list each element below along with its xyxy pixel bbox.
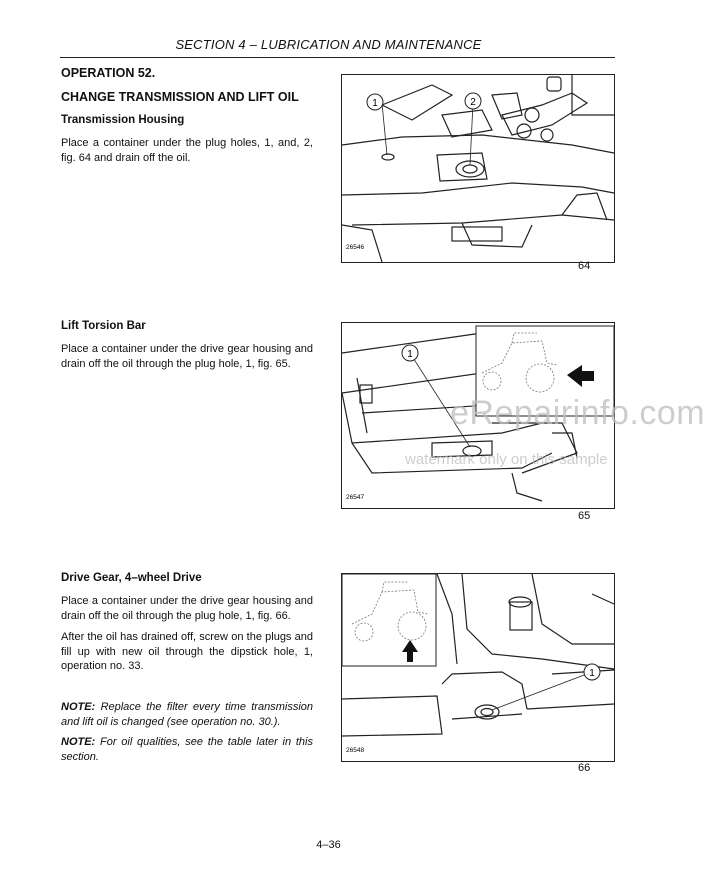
figure-64-illustration [341, 74, 615, 263]
note-oil-qualities [61, 735, 313, 764]
section-paragraph: Place a container under the drive gear housing and drain off the oil through the plug hole, 1, fig. 66. [61, 595, 313, 622]
figure-number-64: 64 [578, 260, 591, 272]
note-label: NOTE: [61, 736, 96, 748]
note-text: Replace the filter every time transmission and lift oil is changed (see operation no. 30.). [61, 701, 313, 728]
figure-number-65: 65 [578, 510, 591, 522]
callout-1: 1 [407, 349, 413, 360]
section-heading-lift-torsion-bar: Lift Torsion Bar [61, 320, 146, 332]
callout-2: 2 [470, 97, 476, 108]
section-paragraph: After the oil has drained off, screw on the plugs and fill up with new oil through the dipstick hole, 1, operation no. 33. [61, 631, 313, 672]
callout-1: 1 [589, 668, 595, 679]
figure-code: 26548 [346, 747, 365, 754]
transmission-housing-drawing [342, 75, 614, 262]
figure-code: 26546 [346, 244, 365, 251]
figure-code: 26547 [346, 494, 365, 501]
callout-1: 1 [372, 98, 378, 109]
drive-gear-drawing [342, 574, 614, 761]
header-rule [60, 57, 615, 58]
note-filter [61, 700, 313, 729]
note-text: For oil qualities, see the table later in this section. [61, 736, 313, 763]
section-paragraph: Place a container under the plug holes, 1, and, 2, fig. 64 and drain off the oil. [61, 137, 313, 164]
note-label: NOTE: [61, 701, 96, 713]
operation-subtitle: CHANGE TRANSMISSION AND LIFT OIL [61, 90, 299, 104]
section-paragraph: Place a container under the drive gear housing and drain off the oil through the plug hole, 1, fig. 65. [61, 343, 313, 370]
section-heading-transmission-housing: Transmission Housing [61, 114, 185, 126]
watermark-main: eRepairinfo.com [450, 394, 705, 432]
page-number: 4–36 [316, 839, 341, 851]
figure-66-illustration [341, 573, 615, 762]
figure-number-66: 66 [578, 762, 591, 774]
section-header: SECTION 4 – LUBRICATION AND MAINTENANCE [175, 37, 482, 52]
watermark-sub: watermark only on this sample [405, 451, 608, 468]
section-heading-drive-gear: Drive Gear, 4–wheel Drive [61, 572, 202, 584]
operation-title: OPERATION 52. [61, 66, 156, 80]
